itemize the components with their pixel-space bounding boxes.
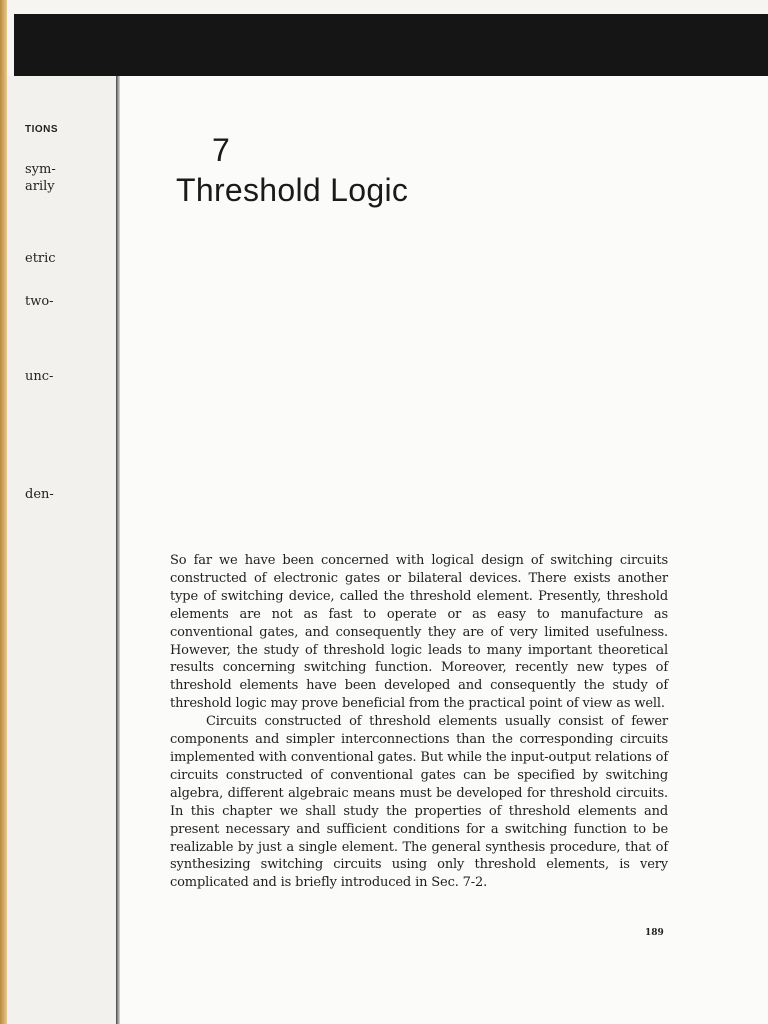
left-page-fragment: etric [25, 251, 56, 266]
left-page [7, 76, 117, 1024]
paragraph: So far we have been concerned with logical design of switching circuits constructed of electronic gates or bilateral devices. There exists another type of switching device, called the threshold element. Presently, threshold elements are not as fast to operate or as easy to manufacture as conventional gates, and consequently they are of very limited usefulness. However, the study of threshold logic leads to many important theoretical results concerning switching function. Moreover, recently new types of threshold elements have been developed and consequently the study of threshold logic may prove beneficial from the practical point of view as well. [170, 553, 668, 712]
left-page-fragment: den- [25, 487, 54, 502]
left-page-fragment: TIONS [25, 124, 59, 135]
left-page-fragment: sym- [25, 162, 56, 177]
left-page-fragment: arily [25, 179, 55, 194]
chapter-number: 7 [212, 132, 230, 168]
page-number: 189 [645, 928, 664, 938]
left-page-fragment: unc- [25, 369, 54, 384]
chapter-body [170, 552, 668, 892]
paragraph: Circuits constructed of threshold elements usually consist of fewer components and simpler interconnections than the corresponding circuits implemented with conventional gates. But while the input-output relations of circuits constructed of conventional gates can be specified by switching algebra, different algebraic means must be developed for threshold circuits. In this chapter we shall study the properties of threshold elements and present necessary and sufficient conditions for a switching function to be realizable by just a single element. The general synthesis procedure, that of synthesizing switching circuits using only threshold elements, is very complicated and is briefly introduced in Sec. 7-2. [170, 714, 668, 891]
chapter-title: Threshold Logic [176, 172, 409, 208]
book-edge [0, 0, 7, 1024]
left-page-fragment: two- [25, 294, 54, 309]
scan-top-shadow [14, 14, 768, 76]
